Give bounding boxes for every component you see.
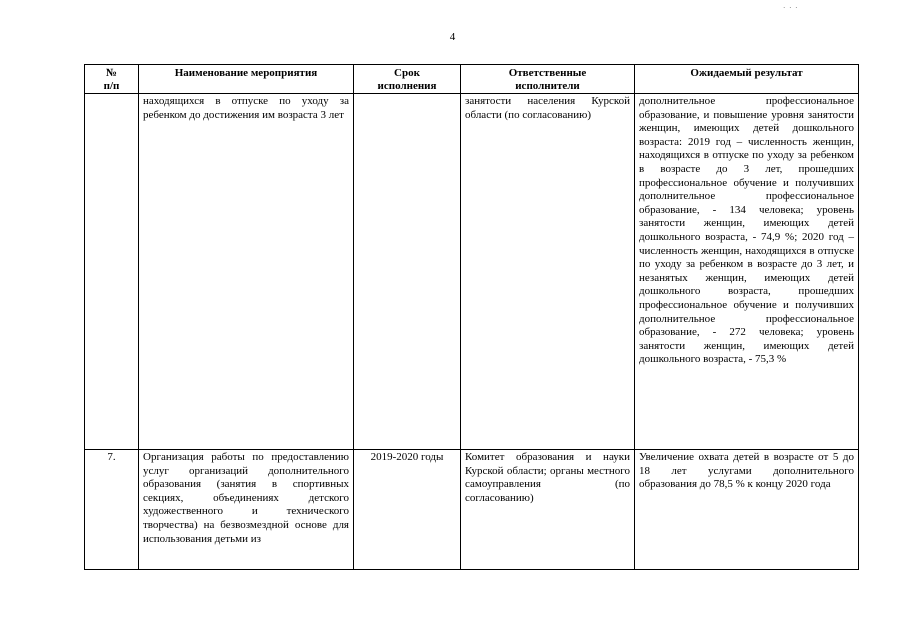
row-responsible: занятости населения Курской области (по согласованию) (461, 94, 635, 450)
header-term-line1: Срок (394, 67, 420, 79)
header-term (354, 65, 461, 94)
header-result: Ожидаемый результат (635, 65, 859, 94)
row-term: 2019-2020 годы (354, 450, 461, 570)
page-number: 4 (449, 31, 456, 43)
table-row (85, 94, 859, 450)
header-number-line1: № (105, 67, 118, 79)
header-responsible-line1: Ответственные (508, 67, 587, 79)
header-number-line2: п/п (103, 79, 120, 92)
header-responsible-line2: исполнители (515, 79, 580, 92)
header-responsible (461, 65, 635, 94)
activities-table (84, 64, 859, 570)
header-name: Наименование мероприятия (139, 65, 354, 94)
corner-mark: · · · (783, 4, 799, 12)
header-number (85, 65, 139, 94)
row-name: Организация работы по предоставлению услуг организаций дополнительного образования (занятия в спортивных секциях, объединениях детского художественного и технического творчества) на безвозмездной основе для использования детьми из (139, 450, 354, 570)
row-number: 7. (85, 450, 139, 570)
row-responsible: Комитет образования и науки Курской области; органы местного самоуправления (по согласованию) (461, 450, 635, 570)
row-result: дополнительное профессиональное образование, и повышение уровня занятости женщин, имеющих детей дошкольного возраста: 2019 год – численность женщин, находящихся в отпуске по уходу за ребенком в возрасте до 3 лет, прошедших профессиональное обучение и получивших дополнительное профессиональное образование, - 134 человека; уровень занятости женщин, имеющих детей дошкольного возраста, - 74,9 %; 2020 год – численность женщин, находящихся в отпуске по уходу за ребенком в возрасте до 3 лет, и незанятых женщин, имеющих детей дошкольного возраста, прошедших профессиональное обучение и получивших дополнительное профессиональное образование, - 272 человека; уровень занятости женщин, имеющих детей дошкольного возраста, - 75,3 % (635, 94, 859, 450)
row-term (354, 94, 461, 450)
table-header-row (85, 65, 859, 94)
row-number (85, 94, 139, 450)
row-name: находящихся в отпуске по уходу за ребенком до достижения им возраста 3 лет (139, 94, 354, 450)
table-row (85, 450, 859, 570)
header-term-line2: исполнения (377, 79, 437, 92)
row-result: Увеличение охвата детей в возрасте от 5 до 18 лет услугами дополнительного образования до 78,5 % к концу 2020 года (635, 450, 859, 570)
